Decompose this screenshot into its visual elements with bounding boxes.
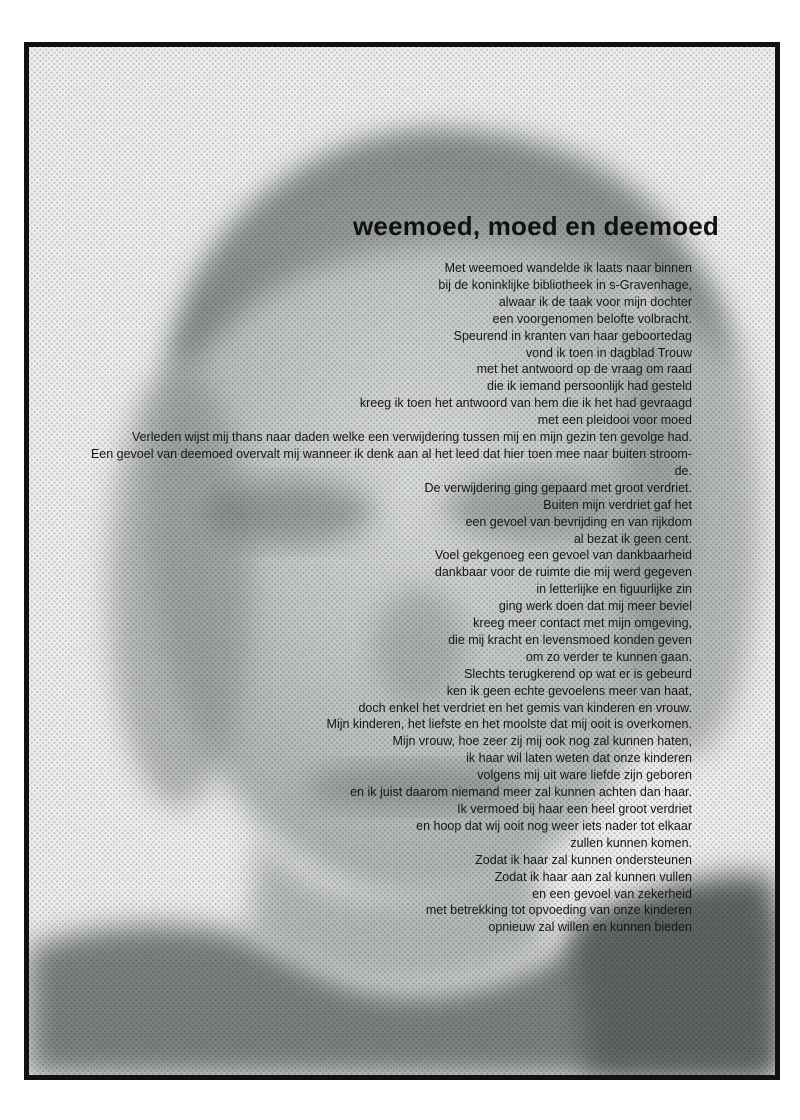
poem-line: ken ik geen echte gevoelens meer van haat, [446,683,692,698]
poem-line: Met weemoed wandelde ik laats naar binnen [444,261,692,275]
poem-line: Voel gekgenoeg een gevoel van dankbaarheid [434,548,692,563]
poem-line: een voorgenomen belofte volbracht. [492,311,692,326]
poem-line: kreeg ik toen het antwoord van hem die ik het had gevraagd [359,396,692,411]
poem-line: Buiten mijn verdriet gaf het [543,497,692,512]
poem-line: Verleden wijst mij thans naar daden welke een verwijdering tussen mij en mijn gezin ten gevolge had. [131,430,692,445]
poem-line: de. [674,463,692,478]
poem-line: met het antwoord op de vraag om raad [476,362,692,377]
poem-line: Zodat ik haar aan zal kunnen vullen [494,869,692,884]
poem-line: en hoop dat wij ooit nog weer iets nader tot elkaar [416,818,692,833]
poem-line: De verwijdering ging gepaard met groot verdriet. [424,480,692,495]
poem-line: ging werk doen dat mij meer beviel [498,599,692,614]
poem-line: vond ik toen in dagblad Trouw [525,345,692,360]
page-frame [24,42,780,1080]
poem-line: en een gevoel van zekerheid [532,886,692,901]
poem-line: die mij kracht en levensmoed konden geven [448,632,692,647]
poem-line: die ik iemand persoonlijk had gesteld [487,379,692,394]
poem-line: Mijn kinderen, het liefste en het moolste dat mij ooit is overkomen. [326,717,692,732]
poem-line: Speurend in kranten van haar geboortedag [453,328,692,343]
poem-line: in letterlijke en figuurlijke zin [536,582,692,597]
poem-line: een gevoel van bevrijding en van rijkdom [465,514,692,529]
poem-line: Mijn vrouw, hoe zeer zij mij ook nog zal kunnen haten, [392,734,692,749]
poem-line: volgens mij uit ware liefde zijn geboren [477,768,692,783]
poem-line: Een gevoel van deemoed overvalt mij wanneer ik denk aan al het leed dat hier toen mee naar buiten stroom- [90,446,692,461]
poem-line: Slechts terugkerend op wat er is gebeurd [464,666,692,681]
poem-line: doch enkel het verdriet en het gemis van kinderen en vrouw. [358,700,692,715]
poem-line: dankbaar voor de ruimte die mij werd gegeven [434,565,692,580]
poem-line: Zodat ik haar zal kunnen ondersteunen [475,852,692,867]
poem-line: alwaar ik de taak voor mijn dochter [498,294,692,309]
poem-line: kreeg meer contact met mijn omgeving, [473,616,692,631]
poem-line: zullen kunnen komen. [570,835,692,850]
poem-line: met betrekking tot opvoeding van onze kinderen [425,903,692,918]
poem-line: opnieuw zal willen en kunnen bieden [488,920,692,935]
poem-title: weemoed, moed en deemoed [352,211,719,241]
poem-line: ik haar wil laten weten dat onze kinderen [466,751,692,766]
poem-line: bij de koninklijke bibliotheek in s-Gravenhage, [438,277,692,292]
poem-line: al bezat ik geen cent. [573,531,692,546]
poem-line: met een pleidooi voor moed [537,413,692,428]
poem-line: Ik vermoed bij haar een heel groot verdriet [457,802,692,816]
poem-line: om zo verder te kunnen gaan. [525,649,692,664]
poem-line: en ik juist daarom niemand meer zal kunnen achten dan haar. [350,785,692,800]
poem-body [29,260,692,936]
